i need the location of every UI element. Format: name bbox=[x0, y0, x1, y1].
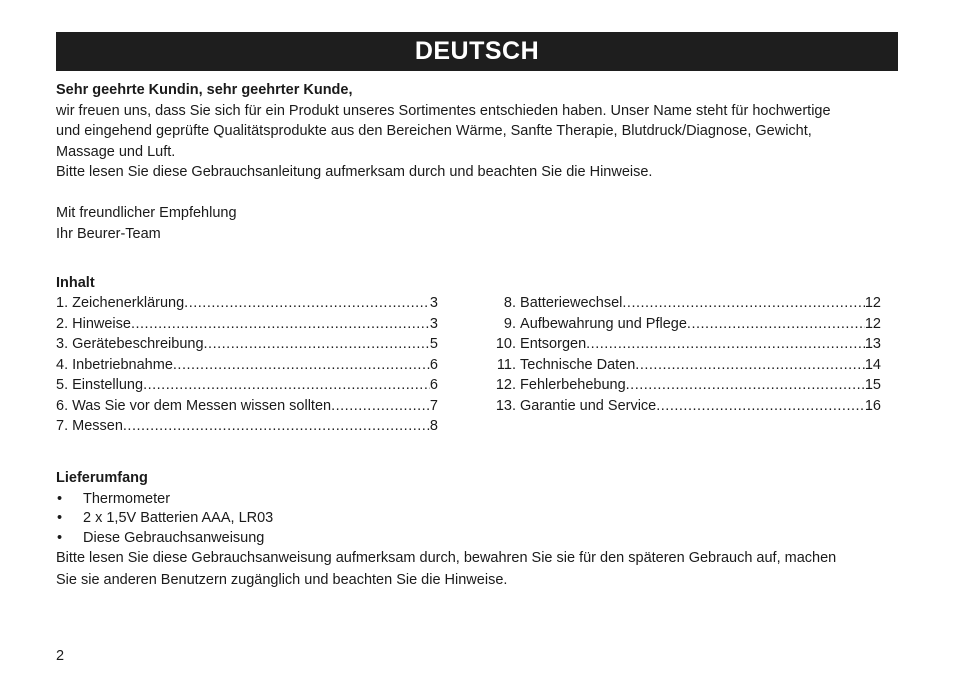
toc-entry-label: Zeichenerklärung bbox=[72, 295, 185, 311]
toc-entry[interactable]: 11. Technische Daten ..... 14 bbox=[490, 355, 881, 376]
toc-entry-label: Gerätebeschreibung bbox=[72, 336, 204, 352]
delivery-note-line: Sie sie anderen Benutzern zugänglich und beachten Sie die Hinweise. bbox=[56, 572, 508, 588]
intro-section bbox=[56, 80, 898, 244]
toc-entry-label: Garantie und Service bbox=[520, 397, 657, 414]
toc-entry-label: Inbetriebnahme bbox=[72, 356, 173, 373]
toc-entry[interactable]: 8. Batteriewechsel ..... 12 bbox=[490, 293, 881, 314]
toc-left-column bbox=[56, 293, 438, 437]
toc-entry-page: 12 bbox=[864, 315, 881, 332]
toc-entry-label: Entsorgen bbox=[520, 336, 587, 352]
delivery-item bbox=[56, 528, 898, 548]
toc-entry-label: Messen bbox=[72, 418, 123, 434]
toc-entry[interactable]: 10. Entsorgen ..... 13 bbox=[490, 334, 881, 355]
toc-leader-dots bbox=[123, 416, 430, 437]
toc-leader-dots bbox=[184, 293, 430, 314]
toc-leader-dots bbox=[635, 355, 865, 376]
toc-entry[interactable]: 3. Gerätebeschreibung ..... 5 bbox=[56, 334, 438, 355]
bullet-icon: • bbox=[57, 490, 63, 507]
toc-leader-dots bbox=[687, 314, 865, 335]
toc-entry-page: 16 bbox=[864, 397, 881, 414]
toc-leader-dots bbox=[586, 334, 865, 355]
toc-entry-label: Einstellung bbox=[72, 377, 144, 393]
toc-entry-page: 6 bbox=[429, 356, 438, 373]
toc-entry-page: 14 bbox=[864, 356, 881, 373]
intro-line: Bitte lesen Sie diese Gebrauchsanleitung aufmerksam durch und beachten Sie die Hinweise. bbox=[56, 164, 653, 180]
delivery-item-label: 2 x 1,5V Batterien AAA, LR03 bbox=[83, 510, 274, 526]
toc-right-column bbox=[490, 293, 881, 416]
toc-entry-page: 3 bbox=[429, 315, 438, 332]
toc-entry-label: Batteriewechsel bbox=[520, 295, 623, 311]
toc-leader-dots bbox=[331, 396, 430, 417]
toc-heading: Inhalt bbox=[56, 275, 95, 291]
toc-leader-dots bbox=[131, 314, 430, 335]
intro-line: Massage und Luft. bbox=[56, 143, 176, 160]
toc-entry-page: 8 bbox=[429, 418, 438, 434]
bullet-icon: • bbox=[57, 510, 63, 526]
page-number: 2 bbox=[56, 648, 65, 664]
delivery-note-line: Bitte lesen Sie diese Gebrauchsanweisung aufmerksam durch, bewahren Sie sie für den späteren Gebrauch auf, machen bbox=[56, 550, 837, 566]
intro-line: wir freuen uns, dass Sie sich für ein Produkt unseres Sortimentes entschieden haben. Unser Name steht für hochwertige bbox=[56, 102, 831, 119]
toc-entry[interactable]: 4. Inbetriebnahme ..... 6 bbox=[56, 355, 438, 376]
toc-entry-label: Technische Daten bbox=[520, 356, 636, 373]
delivery-section bbox=[56, 468, 898, 591]
toc-leader-dots bbox=[656, 396, 865, 417]
delivery-item-label: Diese Gebrauchsanweisung bbox=[83, 529, 265, 546]
bullet-icon: • bbox=[57, 529, 63, 546]
toc-leader-dots bbox=[622, 293, 864, 314]
toc-leader-dots bbox=[204, 334, 430, 355]
toc-entry[interactable]: 12. Fehlerbehebung ..... 15 bbox=[490, 375, 881, 396]
toc-entry-page: 3 bbox=[429, 295, 438, 311]
toc-entry-label: Hinweise bbox=[72, 315, 131, 332]
toc-entry-label: Aufbewahrung und Pflege bbox=[520, 315, 687, 332]
section-header-bar bbox=[56, 32, 898, 71]
toc-leader-dots bbox=[143, 375, 430, 396]
salutation: Sehr geehrte Kundin, sehr geehrter Kunde, bbox=[56, 82, 353, 98]
toc-entry-page: 15 bbox=[864, 377, 881, 393]
intro-line: und eingehend geprüfte Qualitätsprodukte aus den Bereichen Wärme, Sanfte Therapie, Blutdruck/Diagnose, Gewicht, bbox=[56, 123, 812, 139]
toc-entry-page: 13 bbox=[864, 336, 881, 352]
toc-entry-page: 12 bbox=[864, 295, 881, 311]
toc-entry[interactable]: 6. Was Sie vor dem Messen wissen sollten ..... 7 bbox=[56, 396, 438, 417]
toc-entry-page: 5 bbox=[429, 336, 438, 352]
toc-entry-label: Fehlerbehebung bbox=[520, 377, 626, 393]
toc-entry[interactable]: 5. Einstellung ..... 6 bbox=[56, 375, 438, 396]
toc-entry-page: 6 bbox=[429, 377, 438, 393]
toc-entry[interactable]: 2. Hinweise ..... 3 bbox=[56, 314, 438, 335]
closing-greeting: Mit freundlicher Empfehlung bbox=[56, 205, 237, 221]
delivery-item-label: Thermometer bbox=[83, 490, 171, 507]
toc-entry[interactable]: 9. Aufbewahrung und Pflege ..... 12 bbox=[490, 314, 881, 335]
toc-entry[interactable]: 1. Zeichenerklärung ..... 3 bbox=[56, 293, 438, 314]
toc-entry-page: 7 bbox=[429, 397, 438, 414]
delivery-item bbox=[56, 508, 898, 528]
toc-entry[interactable]: 7. Messen ..... 8 bbox=[56, 416, 438, 437]
closing-signature: Ihr Beurer-Team bbox=[56, 225, 161, 242]
toc-entry[interactable]: 13. Garantie und Service ..... 16 bbox=[490, 396, 881, 417]
toc-heading-block bbox=[56, 273, 898, 294]
delivery-item bbox=[56, 489, 898, 509]
toc-leader-dots bbox=[626, 375, 865, 396]
toc-leader-dots bbox=[173, 355, 430, 376]
toc-entry-label: Was Sie vor dem Messen wissen sollten bbox=[72, 397, 332, 414]
delivery-heading: Lieferumfang bbox=[56, 470, 148, 486]
section-title: DEUTSCH bbox=[414, 37, 540, 66]
